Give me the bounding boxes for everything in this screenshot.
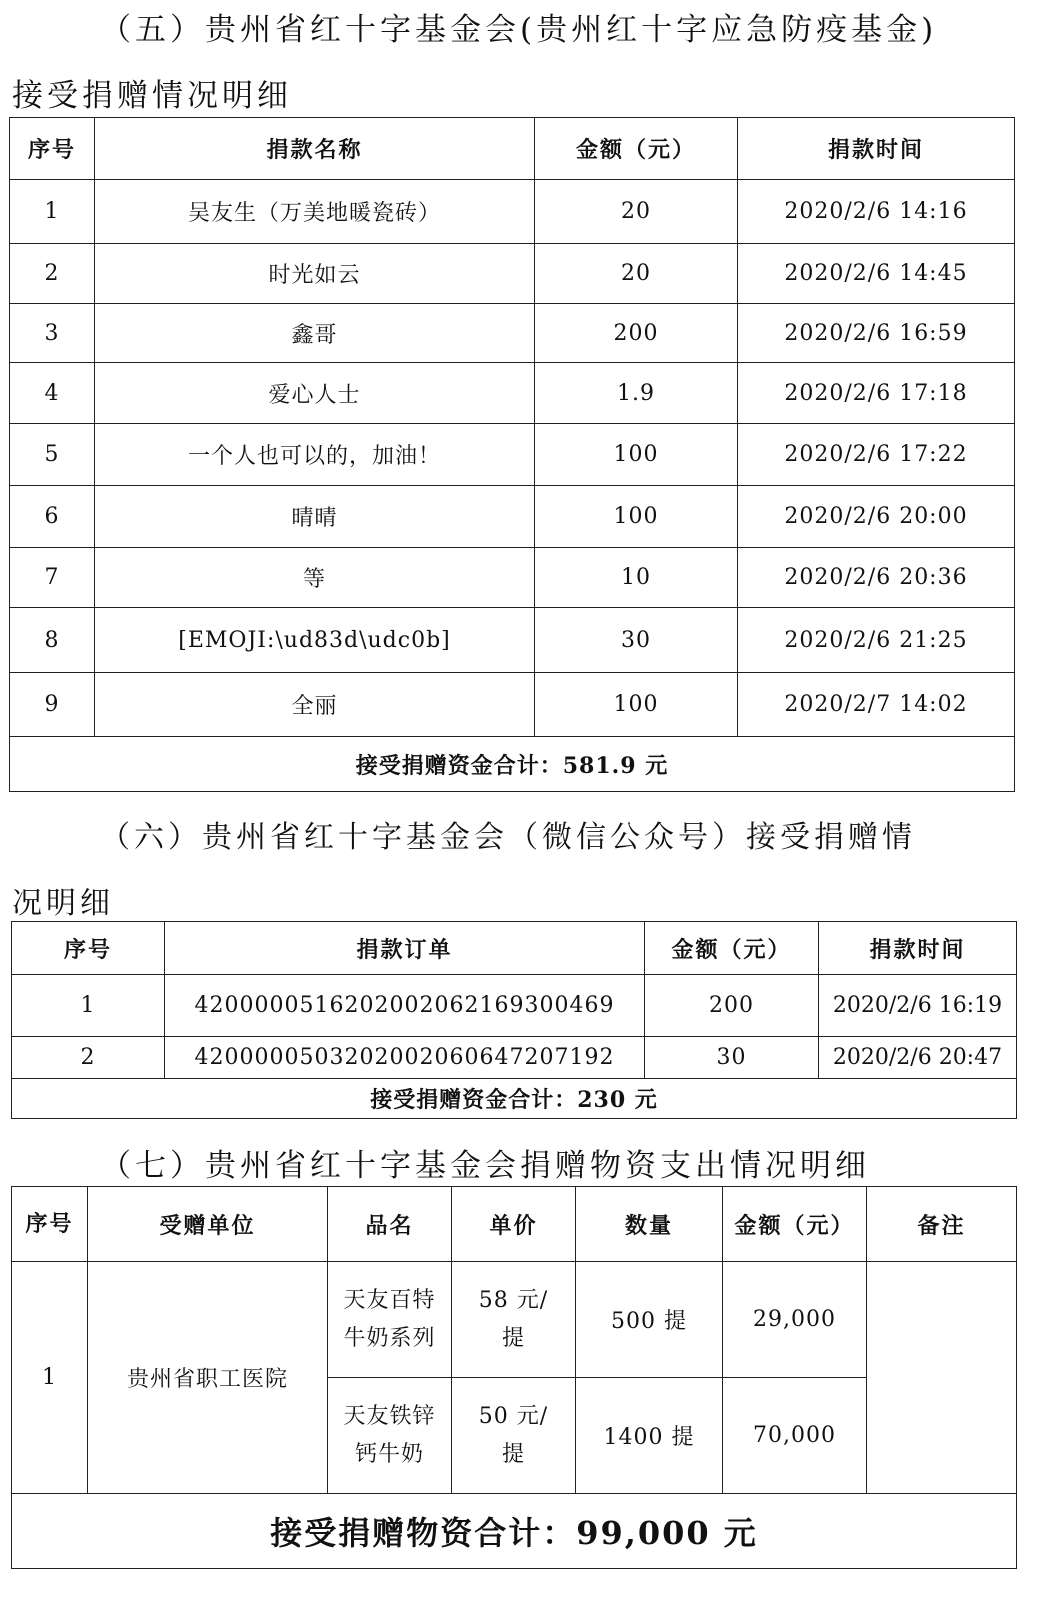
table-row bbox=[10, 548, 1015, 608]
row-quantity: 500 提 bbox=[576, 1262, 723, 1378]
row-amount: 100 bbox=[535, 424, 738, 486]
section6-title-line1: （六）贵州省红十字基金会（微信公众号）接受捐赠情 bbox=[100, 820, 916, 855]
row-time: 2020/2/6 16:59 bbox=[738, 304, 1015, 363]
header-amount: 金额（元） bbox=[535, 118, 738, 180]
table-row bbox=[10, 608, 1015, 673]
row-no: 9 bbox=[10, 673, 95, 737]
section5-total-row bbox=[10, 737, 1015, 792]
row-no: 1 bbox=[10, 180, 95, 244]
row-order: 4200000516202002062169300469 bbox=[165, 975, 645, 1037]
header-time: 捐款时间 bbox=[738, 118, 1015, 180]
row-time: 2020/2/6 17:18 bbox=[738, 363, 1015, 424]
table-row bbox=[10, 424, 1015, 486]
header-product: 品名 bbox=[328, 1187, 452, 1262]
header-amount: 金额（元） bbox=[645, 922, 819, 975]
table-row bbox=[10, 304, 1015, 363]
row-no: 6 bbox=[10, 486, 95, 548]
section5-title-line2: 接受捐赠情况明细 bbox=[12, 78, 292, 114]
row-no: 2 bbox=[12, 1037, 165, 1079]
row-no: 3 bbox=[10, 304, 95, 363]
row-time: 2020/2/6 17:22 bbox=[738, 424, 1015, 486]
row-amount: 100 bbox=[535, 673, 738, 737]
row-amount: 30 bbox=[645, 1037, 819, 1079]
row-donor-name: 鑫哥 bbox=[95, 304, 535, 363]
row-no: 4 bbox=[10, 363, 95, 424]
section6-table bbox=[11, 921, 1017, 1119]
row-quantity: 1400 提 bbox=[576, 1378, 723, 1494]
row-recipient: 贵州省职工医院 bbox=[88, 1262, 328, 1494]
row-donor-name: 一个人也可以的，加油！ bbox=[95, 424, 535, 486]
section6-title-line2: 况明细 bbox=[12, 886, 114, 921]
section5-table bbox=[9, 117, 1015, 792]
row-no: 8 bbox=[10, 608, 95, 673]
table-row bbox=[10, 244, 1015, 304]
section5-total: 接受捐赠资金合计：581.9 元 bbox=[10, 737, 1015, 792]
section5-title-line1: （五）贵州省红十字基金会(贵州红十字应急防疫基金) bbox=[100, 12, 938, 48]
row-product: 天友百特牛奶系列 bbox=[328, 1262, 452, 1378]
row-unit-price: 50 元/提 bbox=[452, 1378, 576, 1494]
row-no: 7 bbox=[10, 548, 95, 608]
header-quantity: 数量 bbox=[576, 1187, 723, 1262]
row-time: 2020/2/6 14:45 bbox=[738, 244, 1015, 304]
header-no: 序号 bbox=[12, 1187, 88, 1262]
row-amount: 200 bbox=[535, 304, 738, 363]
table-row bbox=[10, 486, 1015, 548]
section6-total: 接受捐赠资金合计：230 元 bbox=[12, 1079, 1017, 1119]
row-order: 4200000503202002060647207192 bbox=[165, 1037, 645, 1079]
row-unit-price: 58 元/提 bbox=[452, 1262, 576, 1378]
section6-total-row bbox=[12, 1079, 1017, 1119]
row-amount: 10 bbox=[535, 548, 738, 608]
header-no: 序号 bbox=[12, 922, 165, 975]
header-order: 捐款订单 bbox=[165, 922, 645, 975]
row-donor-name: 时光如云 bbox=[95, 244, 535, 304]
header-remark: 备注 bbox=[867, 1187, 1017, 1262]
row-product: 天友铁锌钙牛奶 bbox=[328, 1378, 452, 1494]
row-time: 2020/2/6 20:47 bbox=[819, 1037, 1017, 1079]
row-time: 2020/2/6 20:00 bbox=[738, 486, 1015, 548]
row-amount: 20 bbox=[535, 180, 738, 244]
row-time: 2020/2/6 21:25 bbox=[738, 608, 1015, 673]
row-donor-name: 吴友生（万美地暖瓷砖） bbox=[95, 180, 535, 244]
row-remark bbox=[867, 1262, 1017, 1494]
row-no: 1 bbox=[12, 975, 165, 1037]
table-row bbox=[10, 180, 1015, 244]
row-no: 5 bbox=[10, 424, 95, 486]
row-time: 2020/2/6 20:36 bbox=[738, 548, 1015, 608]
header-donor-name: 捐款名称 bbox=[95, 118, 535, 180]
header-amount: 金额（元） bbox=[723, 1187, 867, 1262]
section6-header-row bbox=[12, 922, 1017, 975]
row-amount: 20 bbox=[535, 244, 738, 304]
header-no: 序号 bbox=[10, 118, 95, 180]
row-donor-name: 等 bbox=[95, 548, 535, 608]
table-row bbox=[10, 673, 1015, 737]
row-time: 2020/2/6 16:19 bbox=[819, 975, 1017, 1037]
section7-total-row bbox=[12, 1494, 1017, 1569]
header-unit-price: 单价 bbox=[452, 1187, 576, 1262]
row-time: 2020/2/6 14:16 bbox=[738, 180, 1015, 244]
row-amount: 29,000 bbox=[723, 1262, 867, 1378]
section7-header-row bbox=[12, 1187, 1017, 1262]
table-row bbox=[12, 1037, 1017, 1079]
row-amount: 100 bbox=[535, 486, 738, 548]
table-row bbox=[12, 975, 1017, 1037]
header-recipient: 受赠单位 bbox=[88, 1187, 328, 1262]
row-donor-name: [EMOJI:\ud83d\udc0b] bbox=[95, 608, 535, 673]
row-donor-name: 晴晴 bbox=[95, 486, 535, 548]
table-row bbox=[10, 363, 1015, 424]
row-no: 2 bbox=[10, 244, 95, 304]
section7-total: 接受捐赠物资合计：99,000 元 bbox=[12, 1494, 1017, 1569]
row-amount: 1.9 bbox=[535, 363, 738, 424]
table-row bbox=[12, 1262, 1017, 1378]
row-amount: 30 bbox=[535, 608, 738, 673]
row-no: 1 bbox=[12, 1262, 88, 1494]
row-donor-name: 爱心人士 bbox=[95, 363, 535, 424]
section5-header-row bbox=[10, 118, 1015, 180]
row-amount: 70,000 bbox=[723, 1378, 867, 1494]
section7-title: （七）贵州省红十字基金会捐赠物资支出情况明细 bbox=[100, 1148, 870, 1184]
header-time: 捐款时间 bbox=[819, 922, 1017, 975]
section7-table bbox=[11, 1186, 1017, 1569]
row-donor-name: 全丽 bbox=[95, 673, 535, 737]
row-amount: 200 bbox=[645, 975, 819, 1037]
row-time: 2020/2/7 14:02 bbox=[738, 673, 1015, 737]
